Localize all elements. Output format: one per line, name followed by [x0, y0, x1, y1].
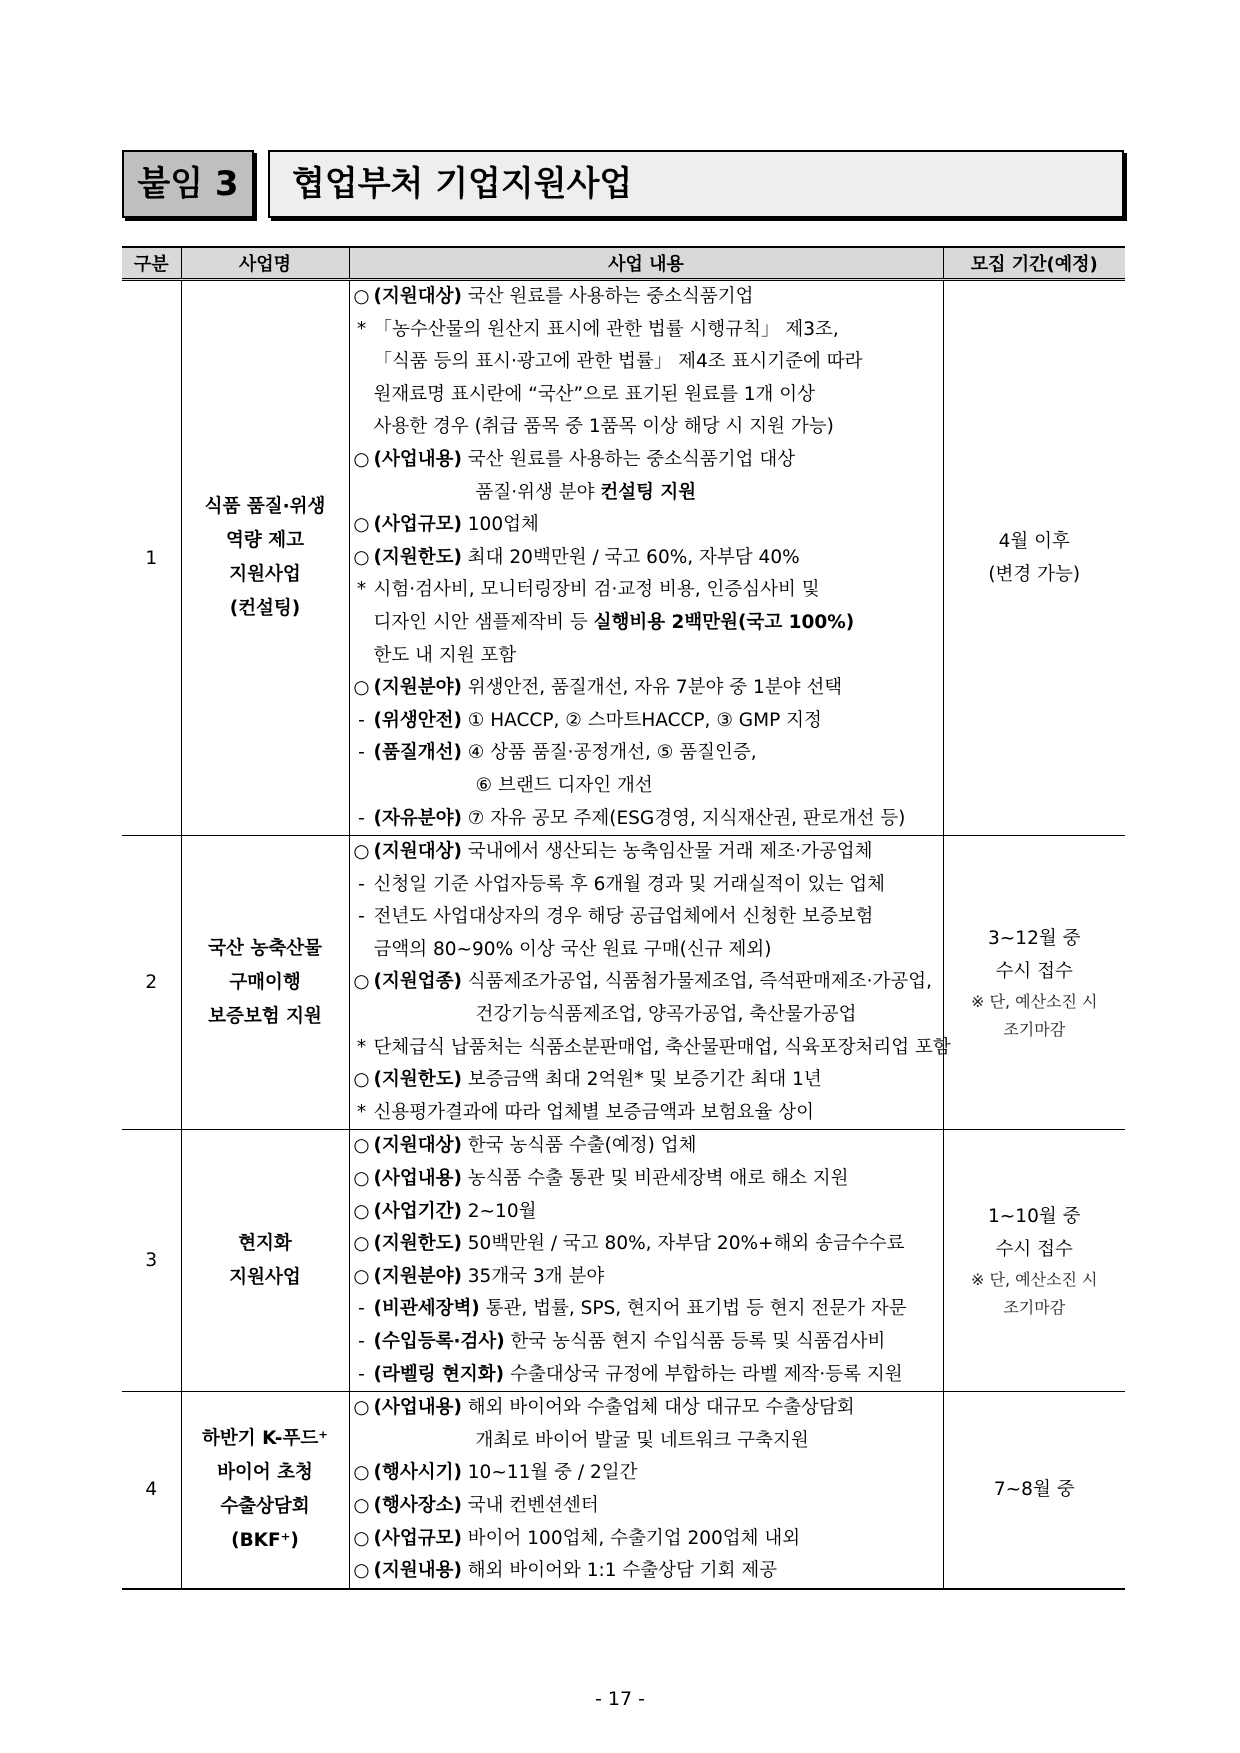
content-line: [350, 542, 943, 575]
content-line: [350, 836, 943, 869]
bullet-marker: ○: [353, 1135, 370, 1157]
content-text: 건강기능식품제조업, 양곡가공업, 축산물가공업: [475, 1004, 857, 1026]
content-key: (지원대상): [373, 841, 462, 863]
content-line: [350, 444, 943, 477]
recruitment-period-cell: [943, 1392, 1125, 1589]
bullet-marker: ○: [353, 971, 370, 993]
program-name-cell: [181, 1392, 349, 1589]
bullet-marker: -: [358, 873, 365, 895]
bullet-marker: *: [356, 579, 367, 601]
content-key: (지원한도): [373, 546, 462, 568]
bullet-marker: *: [356, 318, 367, 340]
attachment-label: 붙임 3: [122, 150, 254, 218]
content-text: 해외 바이어와 수출업체 대상 대규모 수출상담회: [461, 1397, 855, 1419]
content-text: 한도 내 지원 포함: [373, 644, 517, 666]
bullet-marker: ○: [353, 1462, 370, 1484]
content-key: (자유분야): [373, 807, 462, 829]
content-text: 통관, 법률, SPS, 현지어 표기법 등 현지 전문가 자문: [479, 1298, 907, 1320]
content-text: 원재료명 표시란에 “국산”으로 표기된 원료를 1개 이상: [373, 383, 816, 405]
content-key: (사업기간): [373, 1200, 462, 1222]
content-emphasis: 실행비용 2백만원(국고 100%): [593, 611, 855, 633]
content-line: [350, 346, 943, 379]
content-text: ⑥ 브랜드 디자인 개선: [475, 774, 653, 796]
bullet-marker: ○: [353, 1069, 370, 1091]
content-key: (위생안전): [373, 709, 462, 731]
program-name-line: 구매이행: [229, 971, 301, 993]
program-name-cell: [181, 280, 349, 836]
content-text: 「식품 등의 표시·광고에 관한 법률」 제4조 표시기준에 따라: [373, 351, 863, 373]
content-text: 농식품 수출 통관 및 비관세장벽 애로 해소 지원: [461, 1168, 849, 1190]
content-line: [350, 999, 943, 1032]
content-key: (지원업종): [373, 971, 462, 993]
row-number: 4: [122, 1392, 181, 1589]
program-content-cell: [349, 280, 943, 836]
table-header-row: [122, 247, 1125, 280]
content-line: [350, 1261, 943, 1294]
content-key: (지원한도): [373, 1233, 462, 1255]
bullet-marker: ○: [353, 677, 370, 699]
content-line: [350, 411, 943, 444]
row-number: 1: [122, 280, 181, 836]
table-row: [122, 836, 1125, 1130]
content-text: 신용평가결과에 따라 업체별 보증금액과 보험요율 상이: [373, 1101, 814, 1123]
period-line: 1~10월 중: [988, 1205, 1081, 1227]
content-text: 10~11월 중 / 2일간: [461, 1462, 638, 1484]
content-text: 보증금액 최대 2억원* 및 보증기간 최대 1년: [461, 1069, 822, 1091]
content-line: [350, 1425, 943, 1458]
content-line: [350, 1326, 943, 1359]
content-key: (사업내용): [373, 1168, 462, 1190]
period-line: 3~12월 중: [988, 927, 1081, 949]
content-key: (행사시기): [373, 1462, 462, 1484]
content-key: (지원한도): [373, 1069, 462, 1091]
content-key: (지원대상): [373, 286, 462, 307]
program-name-line: 식품 품질·위생: [204, 496, 326, 518]
content-text: 2~10월: [461, 1200, 537, 1222]
content-line: [350, 737, 943, 770]
content-text: 50백만원 / 국고 80%, 자부담 20%+해외 송금수수료: [461, 1233, 905, 1255]
row-number: 3: [122, 1130, 181, 1392]
program-content-cell: [349, 1392, 943, 1589]
content-line: [350, 1359, 943, 1392]
recruitment-period-cell: [943, 836, 1125, 1130]
content-key: (사업내용): [373, 1397, 462, 1419]
bullet-marker: -: [358, 742, 365, 764]
bullet-marker: ○: [353, 286, 370, 307]
program-name-line: 수출상담회: [220, 1495, 310, 1517]
period-line: 7~8월 중: [993, 1479, 1075, 1501]
content-key: (품질개선): [373, 742, 462, 764]
recruitment-period-cell: [943, 1130, 1125, 1392]
content-key: (지원내용): [373, 1560, 462, 1582]
table-row: [122, 280, 1125, 836]
content-line: [350, 281, 943, 314]
content-text: 35개국 3개 분야: [461, 1265, 605, 1287]
support-program-table: [122, 246, 1125, 1590]
content-line: [350, 1228, 943, 1261]
bullet-marker: -: [358, 1298, 365, 1320]
program-name-line: 지원사업: [229, 564, 301, 586]
content-text: 신청일 기준 사업자등록 후 6개월 경과 및 거래실적이 있는 업체: [373, 873, 885, 895]
content-line: [350, 607, 943, 640]
bullet-marker: -: [358, 1363, 365, 1385]
period-line: (변경 가능): [988, 564, 1081, 586]
bullet-marker: -: [358, 709, 365, 731]
table-row: [122, 1392, 1125, 1589]
content-line: [350, 509, 943, 542]
bullet-marker: ○: [353, 1494, 370, 1516]
content-text: ⑦ 자유 공모 주제(ESG경영, 지식재산권, 판로개선 등): [461, 807, 906, 829]
bullet-marker: ○: [353, 1397, 370, 1419]
bullet-marker: *: [356, 1036, 367, 1058]
content-key: (지원대상): [373, 1135, 462, 1157]
content-text: 사용한 경우 (취급 품목 중 1품목 이상 해당 시 지원 가능): [373, 416, 834, 438]
content-line: [350, 770, 943, 803]
content-text: ① HACCP, ② 스마트HACCP, ③ GMP 지정: [461, 709, 822, 731]
content-text: 전년도 사업대상자의 경우 해당 공급업체에서 신청한 보증보험: [373, 906, 874, 928]
period-line: 4월 이후: [998, 531, 1070, 553]
program-name-line: 하반기 K-푸드⁺: [202, 1427, 328, 1449]
content-line: [350, 869, 943, 902]
content-line: [350, 672, 943, 705]
content-key: (사업규모): [373, 1527, 462, 1549]
content-line: [350, 1130, 943, 1163]
content-line: [350, 1523, 943, 1556]
program-name-line: 보증보험 지원: [208, 1005, 322, 1027]
content-emphasis: 컨설팅 지원: [600, 481, 697, 503]
content-text: 개최로 바이어 발굴 및 네트워크 구축지원: [475, 1429, 809, 1451]
period-note: 조기마감: [1003, 1019, 1066, 1039]
content-text: 디자인 시안 샘플제작비 등: [373, 611, 594, 633]
content-key: (사업내용): [373, 448, 462, 470]
content-line: [350, 1163, 943, 1196]
content-line: [350, 1392, 943, 1425]
bullet-marker: ○: [353, 1200, 370, 1222]
program-name-line: (컨설팅): [229, 598, 301, 620]
content-text: 한국 농식품 수출(예정) 업체: [461, 1135, 697, 1157]
content-line: [350, 379, 943, 412]
program-name-cell: [181, 1130, 349, 1392]
period-line: 수시 접수: [995, 1238, 1073, 1260]
content-key: (지원분야): [373, 1265, 462, 1287]
content-line: [350, 1490, 943, 1523]
content-text: 국내 컨벤션센터: [461, 1494, 599, 1516]
content-line: [350, 1457, 943, 1490]
row-number: 2: [122, 836, 181, 1130]
col-header-category: 구분: [122, 247, 181, 280]
table-row: [122, 1130, 1125, 1392]
content-key: (수입등록·검사): [373, 1331, 505, 1352]
content-line: [350, 1196, 943, 1229]
content-text: 한국 농식품 현지 수입식품 등록 및 식품검사비: [504, 1331, 886, 1352]
content-line: [350, 640, 943, 673]
content-text: ④ 상품 품질·공정개선, ⑤ 품질인증,: [461, 742, 757, 764]
col-header-recruitment-period: 모집 기간(예정): [943, 247, 1125, 280]
content-line: [350, 1097, 943, 1130]
content-text: 수출대상국 규정에 부합하는 라벨 제작·등록 지원: [504, 1363, 903, 1385]
bullet-marker: -: [358, 1331, 365, 1352]
period-note: ※ 단, 예산소진 시: [971, 991, 1098, 1011]
content-line: [350, 901, 943, 934]
program-name-line: 바이어 초청: [217, 1461, 313, 1483]
content-text: 단체급식 납품처는 식품소분판매업, 축산물판매업, 식육포장처리업 포함: [373, 1036, 951, 1058]
content-text: 최대 20백만원 / 국고 60%, 자부담 40%: [461, 546, 800, 568]
content-line: [350, 1555, 943, 1588]
content-text: 품질·위생 분야: [475, 481, 601, 503]
content-key: (지원분야): [373, 677, 462, 699]
content-key: (행사장소): [373, 1494, 462, 1516]
bullet-marker: ○: [353, 1233, 370, 1255]
content-text: 바이어 100업체, 수출기업 200업체 내외: [461, 1527, 801, 1549]
content-line: [350, 1032, 951, 1065]
bullet-marker: -: [358, 906, 365, 928]
bullet-marker: ○: [353, 1527, 370, 1549]
content-line: [350, 934, 943, 967]
program-name-line: 지원사업: [229, 1266, 301, 1288]
program-name-cell: [181, 836, 349, 1130]
content-line: [350, 1293, 943, 1326]
period-note: 조기마감: [1003, 1297, 1066, 1317]
program-name-line: (BKF⁺): [231, 1529, 299, 1551]
bullet-marker: *: [356, 1101, 367, 1123]
program-name-line: 역량 제고: [226, 530, 304, 552]
content-text: 100업체: [461, 514, 539, 536]
bullet-marker: ○: [353, 841, 370, 863]
bullet-marker: ○: [353, 448, 370, 470]
content-line: [350, 966, 943, 999]
page-title: 협업부처 기업지원사업: [268, 150, 1124, 218]
content-text: 국내에서 생산되는 농축임산물 거래 제조·가공업체: [461, 841, 873, 863]
page-number: - 17 -: [595, 1688, 645, 1710]
bullet-marker: ○: [353, 1560, 370, 1582]
program-name-line: 현지화: [238, 1232, 292, 1254]
content-text: 식품제조가공업, 식품첨가물제조업, 즉석판매제조·가공업,: [461, 971, 932, 993]
bullet-marker: ○: [353, 1265, 370, 1287]
content-line: [350, 803, 943, 836]
content-line: [350, 477, 943, 510]
content-line: [350, 1064, 943, 1097]
content-text: 「농수산물의 원산지 표시에 관한 법률 시행규칙」 제3조,: [373, 318, 839, 340]
col-header-program-name: 사업명: [181, 247, 349, 280]
content-key: (비관세장벽): [373, 1298, 480, 1320]
content-text: 위생안전, 품질개선, 자유 7분야 중 1분야 선택: [461, 677, 843, 699]
content-line: [350, 314, 943, 347]
recruitment-period-cell: [943, 280, 1125, 836]
content-text: 금액의 80~90% 이상 국산 원료 구매(신규 제외): [373, 938, 772, 960]
content-key: (사업규모): [373, 514, 462, 536]
program-name-line: 국산 농축산물: [208, 937, 322, 959]
program-content-cell: [349, 1130, 943, 1392]
content-text: 국산 원료를 사용하는 중소식품기업 대상: [461, 448, 796, 470]
bullet-marker: ○: [353, 1168, 370, 1190]
title-banner: [122, 150, 1124, 220]
bullet-marker: -: [358, 807, 365, 829]
bullet-marker: ○: [353, 514, 370, 536]
content-line: [350, 705, 943, 738]
period-line: 수시 접수: [995, 960, 1073, 982]
content-text: 국산 원료를 사용하는 중소식품기업: [461, 286, 754, 307]
program-content-cell: [349, 836, 951, 1130]
period-note: ※ 단, 예산소진 시: [971, 1269, 1098, 1289]
col-header-program-content: 사업 내용: [349, 247, 943, 280]
bullet-marker: ○: [353, 546, 370, 568]
content-text: 해외 바이어와 1:1 수출상담 기회 제공: [461, 1560, 778, 1582]
content-text: 시험·검사비, 모니터링장비 검·교정 비용, 인증심사비 및: [373, 579, 820, 601]
content-key: (라벨링 현지화): [373, 1363, 505, 1385]
content-line: [350, 574, 943, 607]
